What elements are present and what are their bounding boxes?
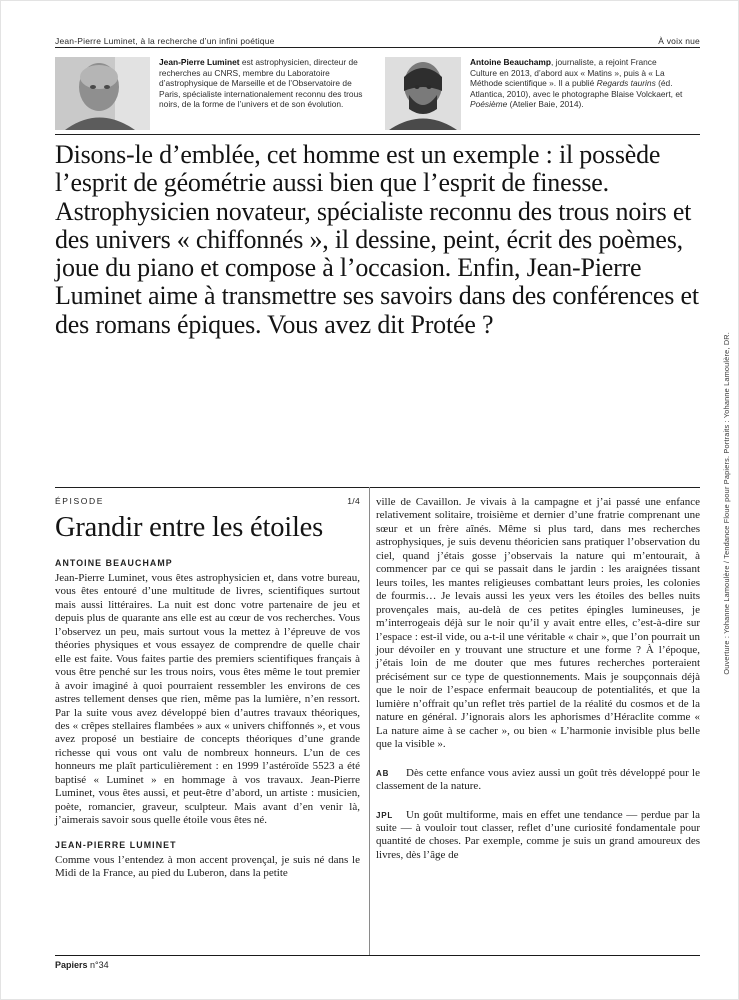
running-head [55,36,700,46]
bio-beauchamp-body: (Atelier Baie, 2014). [507,99,584,110]
bio-luminet [55,57,385,130]
issue-number: n°34 [87,960,109,970]
bio-beauchamp [385,57,700,130]
portrait-placeholder [385,57,461,130]
contributor-bios [55,57,700,130]
interview-answer-1-right: ville de Cavaillon. Je vivais à la campagne et j’ai passé une enfance relativement solitaire, troisième et dernier d’une fratrie comprenant une sœur et un frère aînés. Même si plus tard, dans mes recherches astrophysiques, je suis devenu théoricien sans pratiquer l’observation du ciel, quand j’étais gosse j’observais la nature qui m’entourait, à commencer par ce qui se passait dans le jardin : les araignées tissant leurs toiles, les mantes religieuses combattant leurs proies, les colonies de fourmis… Je levais aussi les yeux vers les étoiles des belles nuits provençales mais, au-delà de ces petites épingles lumineuses, je m’interrogeais déjà sur le noir qu’il y avait entre elles, c’est-à-dire sur l’espace : est-il vide, ou a-t-il une véritable « chair », que l’on pourrait un jour dévoiler en y trouvant une structure et une forme ? À l’époque, j’étais loin de me douter que mes futures recherches porteraient précisément sur ce type de questionnements. Mais je soupçonnais déjà que le noir de l’espace enfermait beaucoup de potentialités, et que la lumière n’offrait qu’un reflet très partiel de la réalité du cosmos et de la nature en général. J’ignorais alors les aphorismes d’Héraclite comme « La nature aime à se cacher », ou bien « L’harmonie invisible plus belle que la visible ». [376,496,700,751]
beauchamp-portrait-photo [385,57,461,130]
column-divider [369,487,370,955]
article-left-column [55,496,360,892]
interview-answer-2 [376,809,700,863]
footer-folio [55,960,109,970]
episode-number: 1/4 [347,496,360,506]
episode-kicker: ÉPISODE [55,496,104,506]
luminet-portrait-photo [55,57,150,130]
book-title-poesieme: Poésième [470,99,508,110]
bios-rule [55,134,700,135]
bio-beauchamp-text [461,57,685,130]
standfirst: Disons-le d’emblée, cet homme est un exemple : il possède l’esprit de géométrie aussi bien que l’esprit de finesse. Astrophysicien novateur, spécialiste reconnu des trous noirs et des univers « chiffonnés », il dessine, peint, écrit des poèmes, joue du piano et compose à l’occasion. Enfin, Jean-Pierre Luminet aime à transmettre ses savoirs dans des conférences et des romans épiques. Vous avez dit Protée ? [55,140,699,339]
book-title-regards-taurins: Regards taurins [596,78,656,89]
interviewer-label: ANTOINE BEAUCHAMP [55,558,173,568]
running-head-series: À voix nue [658,36,700,46]
episode-kicker-row [55,496,360,506]
running-head-title: Jean-Pierre Luminet, à la recherche d’un infini poétique [55,36,275,46]
interview-answer-1-left: Comme vous l’entendez à mon accent provençal, je suis né dans le Midi de la France, au pied du Luberon, dans la petite [55,853,360,880]
magazine-brand: Papiers [55,960,88,970]
question-2-text: Dès cette enfance vous aviez aussi un goût très développé pour le classement de la nature. [376,766,700,793]
header-rule [55,47,700,48]
bio-beauchamp-name: Antoine Beauchamp [470,57,551,67]
speaker-jpl-label: JPL [376,810,394,820]
answer-2-text: Un goût multiforme, mais en effet une tendance — perdue par la suite — à vouloir tout classer, reflet d’une curiosité fondamentale pour quantité de choses. Par exemple, comme je suis un grand amoureux des livres, dès l’âge de [376,808,700,861]
interviewee-label: JEAN-PIERRE LUMINET [55,839,177,850]
section-rule [55,487,700,488]
photo-credit-vertical: Ouverture : Yohanne Lamoulère / Tendance Floue pour Papiers. Portraits : Yohanne Lamoulère, DR. [722,332,731,675]
speaker-ab-label: AB [376,768,390,778]
bio-beauchamp-body: , journaliste, a rejoint France Culture en 2013, d’abord aux « Matins », puis à « La Méthode scientifique ». Il a publié [470,57,665,89]
portrait-placeholder [55,57,150,130]
bio-luminet-text [150,57,364,130]
bio-luminet-body: est astrophysicien, directeur de recherches au CNRS, membre du Laboratoire d’astrophysique de Marseille et de l’Observatoire de Paris, spécialiste internationalement reconnu des trous noirs, de la forme de l’univers et de son évolution. [159,57,363,110]
article-title: Grandir entre les étoiles [55,512,324,543]
interview-question-2 [376,767,700,794]
interview-question-1: Jean-Pierre Luminet, vous êtes astrophysicien et, dans votre bureau, vous êtes entouré d’une multitude de livres, scientifiques surtout mais aussi littéraires. La nuit est donc votre partenaire de jeu et depuis plus de quarante ans elle est au cœur de vos recherches. Vous l’observez un peu, mais surtout vous la mettez à l’épreuve de vos théories physiques et vous essayez de comprendre de quelle chair elle est faite. Vous faites partie des premiers scientifiques français à vous être penché sur les trous noirs, vous êtes même le tout premier à avoir imaginé à quoi pourraient ressembler les environs de ces astres tellement denses que rien, même pas la lumière, n’en ressort. Par la suite vous avez développé bien d’autres travaux théoriques, des « crêpes stellaires flambées » aux « univers chiffonnés », et vous avez proposé un bestiaire de concepts théoriques d’une grande richesse qui vous ont valu de nombreux honneurs. L’un de ces honneurs me plaît particulièrement : en 1999 l’astéroïde 5523 a été baptisé « Luminet » en hommage à vos travaux. Jean-Pierre Luminet, vous êtes aussi, et peut-être d’abord, un artiste : musicien, poète, romancier, graveur, sculpteur. Mais avant d’en venir là, j’aimerais savoir sous quelle étoile vous êtes né. [55,572,360,827]
bio-beauchamp-body: (éd. Atlantica, 2010), avec le photographe Blaise Volckaert, et [470,78,683,99]
bio-luminet-name: Jean-Pierre Luminet [159,57,240,67]
article-right-column [376,496,700,873]
footer-rule [55,955,700,956]
